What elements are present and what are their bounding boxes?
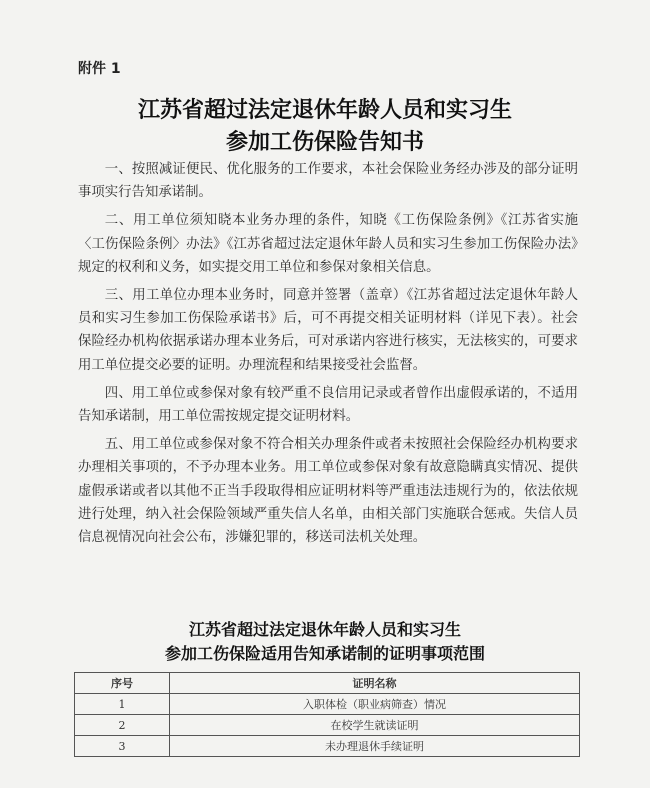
row-number: 3 <box>75 736 170 757</box>
column-header-proof-name: 证明名称 <box>170 673 580 694</box>
column-header-number: 序号 <box>75 673 170 694</box>
proof-items-table <box>74 672 580 757</box>
document-title <box>60 94 590 158</box>
table-row <box>75 694 580 715</box>
row-proof-name: 在校学生就读证明 <box>170 715 580 736</box>
document-title-line-2: 参加工伤保险告知书 <box>225 129 424 155</box>
table-title <box>60 618 590 666</box>
table-header-row <box>75 673 580 694</box>
document-body <box>78 158 578 554</box>
table-row <box>75 715 580 736</box>
document-title-line-1: 江苏省超过法定退休年龄人员和实习生 <box>137 97 512 123</box>
row-number: 1 <box>75 694 170 715</box>
paragraph-2: 二、用工单位须知晓本业务办理的条件，知晓《工伤保险条例》《江苏省实施〈工伤保险条例〉办法》《江苏省超过法定退休年龄人员和实习生参加工伤保险办法》规定的权利和义务，如实提交用工单位和参保对象相关信息。 <box>78 213 578 275</box>
row-number: 2 <box>75 715 170 736</box>
attachment-label: 附件 1 <box>78 61 121 77</box>
row-proof-name: 未办理退休手续证明 <box>170 736 580 757</box>
paragraph-1: 一、按照减证便民、优化服务的工作要求，本社会保险业务经办涉及的部分证明事项实行告知承诺制。 <box>78 162 578 201</box>
paragraph-4: 四、用工单位或参保对象有较严重不良信用记录或者曾作出虚假承诺的，不适用告知承诺制，用工单位需按规定提交证明材料。 <box>78 385 578 425</box>
table-row <box>75 736 580 757</box>
row-proof-name: 入职体检（职业病筛查）情况 <box>170 694 580 715</box>
table-title-line-1: 江苏省超过法定退休年龄人员和实习生 <box>188 620 461 639</box>
paragraph-5: 五、用工单位或参保对象不符合相关办理条件或者未按照社会保险经办机构要求办理相关事项的，不予办理本业务。用工单位或参保对象有故意隐瞒真实情况、提供虚假承诺或者以其他不正当手段取得相应证明材料等严重违法违规行为的，依法依规进行处理，纳入社会保险领域严重失信人名单，由相关部门实施联合惩戒。失信人员信息视情况向社会公布，涉嫌犯罪的，移送司法机关处理。 <box>78 437 578 546</box>
table-title-line-2: 参加工伤保险适用告知承诺制的证明事项范围 <box>164 644 485 663</box>
paragraph-3: 三、用工单位办理本业务时，同意并签署（盖章）《江苏省超过法定退休年龄人员和实习生参加工伤保险承诺书》后，可不再提交相关证明材料（详见下表）。社会保险经办机构依据承诺办理本业务后，可对承诺内容进行核实，无法核实的，可要求用工单位提交必要的证明。办理流程和结果接受社会监督。 <box>78 288 578 373</box>
